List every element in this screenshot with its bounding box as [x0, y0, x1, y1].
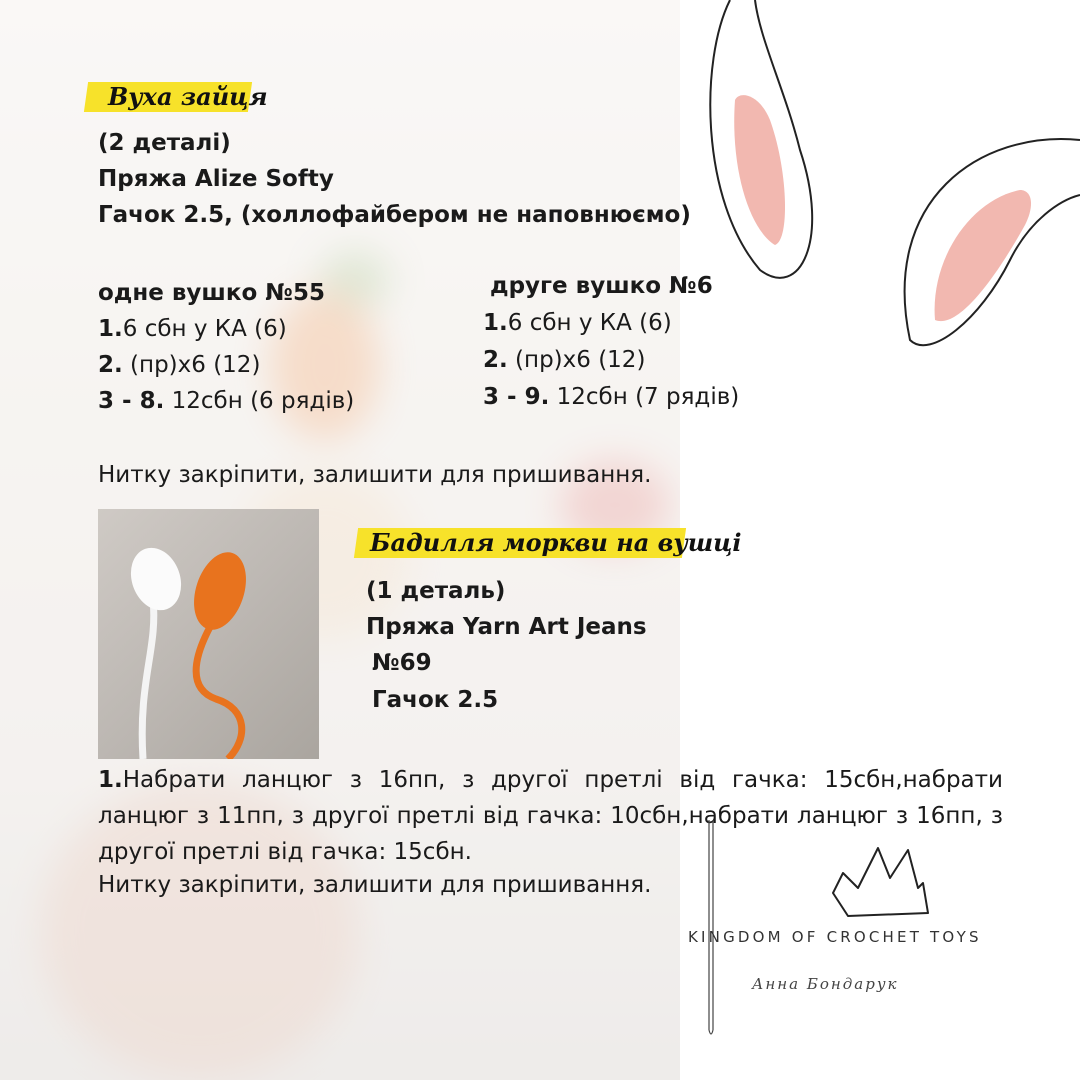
carrot-top-color-number: №69 — [372, 650, 432, 676]
row-number: 1. — [483, 310, 508, 336]
designer-signature: Анна Бондарук — [752, 975, 899, 993]
row-text: 6 сбн у КА (6) — [507, 310, 672, 336]
instruction-text: Набрати ланцюг з 16пп, з другої претлі від гачка: 15сбн,набрати ланцюг з 11пп, з другої претлі від гачка: 10сбн,набрати ланцюг з 16пп, з другої претлі від гачка: 15сбн. — [98, 767, 1003, 865]
ear-two-row-1 — [483, 310, 672, 338]
crochet-pieces-illustration — [98, 509, 319, 759]
fasten-note-ears: Нитку закріпити, залишити для пришивання. — [98, 462, 652, 488]
ear-one-row-2 — [98, 352, 260, 380]
crown-logo-icon — [828, 838, 938, 918]
row-number: 2. — [483, 347, 508, 373]
left-ear-inner — [734, 95, 785, 245]
ear-two-row-3 — [483, 384, 739, 412]
row-number: 3 - 8. — [98, 388, 165, 414]
row-text: 12сбн (7 рядів) — [549, 384, 740, 410]
ears-hook: Гачок 2.5, (холлофайбером не наповнюємо) — [98, 202, 691, 228]
row-text: 12сбн (6 рядів) — [164, 388, 355, 414]
row-text: (пр)х6 (12) — [507, 347, 646, 373]
section-title-ears: Вуха зайця — [108, 82, 268, 111]
brand-name: KINGDOM OF CROCHET TOYS — [688, 928, 982, 946]
ear-two-row-2 — [483, 347, 645, 375]
carrot-top-yarn: Пряжа Yarn Art Jeans — [366, 614, 647, 640]
ear-one-heading: одне вушко №55 — [98, 280, 325, 306]
ear-two-heading: друге вушко №6 — [490, 273, 713, 299]
row-number: 2. — [98, 352, 123, 378]
carrot-top-photo — [98, 509, 319, 759]
section-title-carrot-top: Бадилля моркви на вушці — [370, 528, 742, 557]
row-text: 6 сбн у КА (6) — [122, 316, 287, 342]
ear-one-row-3 — [98, 388, 354, 416]
row-text: (пр)х6 (12) — [122, 352, 261, 378]
bunny-ears-illustration — [680, 0, 1080, 380]
fasten-note-carrot-top: Нитку закріпити, залишити для пришивання. — [98, 872, 652, 898]
row-number: 3 - 9. — [483, 384, 550, 410]
right-ear-inner — [935, 190, 1031, 321]
carrot-top-hook: Гачок 2.5 — [372, 687, 499, 713]
ears-parts: (2 деталі) — [98, 130, 231, 156]
carrot-top-parts: (1 деталь) — [366, 578, 506, 604]
ear-one-row-1 — [98, 316, 287, 344]
instruction-number: 1. — [98, 767, 123, 793]
ears-yarn: Пряжа Alize Softy — [98, 166, 334, 192]
row-number: 1. — [98, 316, 123, 342]
